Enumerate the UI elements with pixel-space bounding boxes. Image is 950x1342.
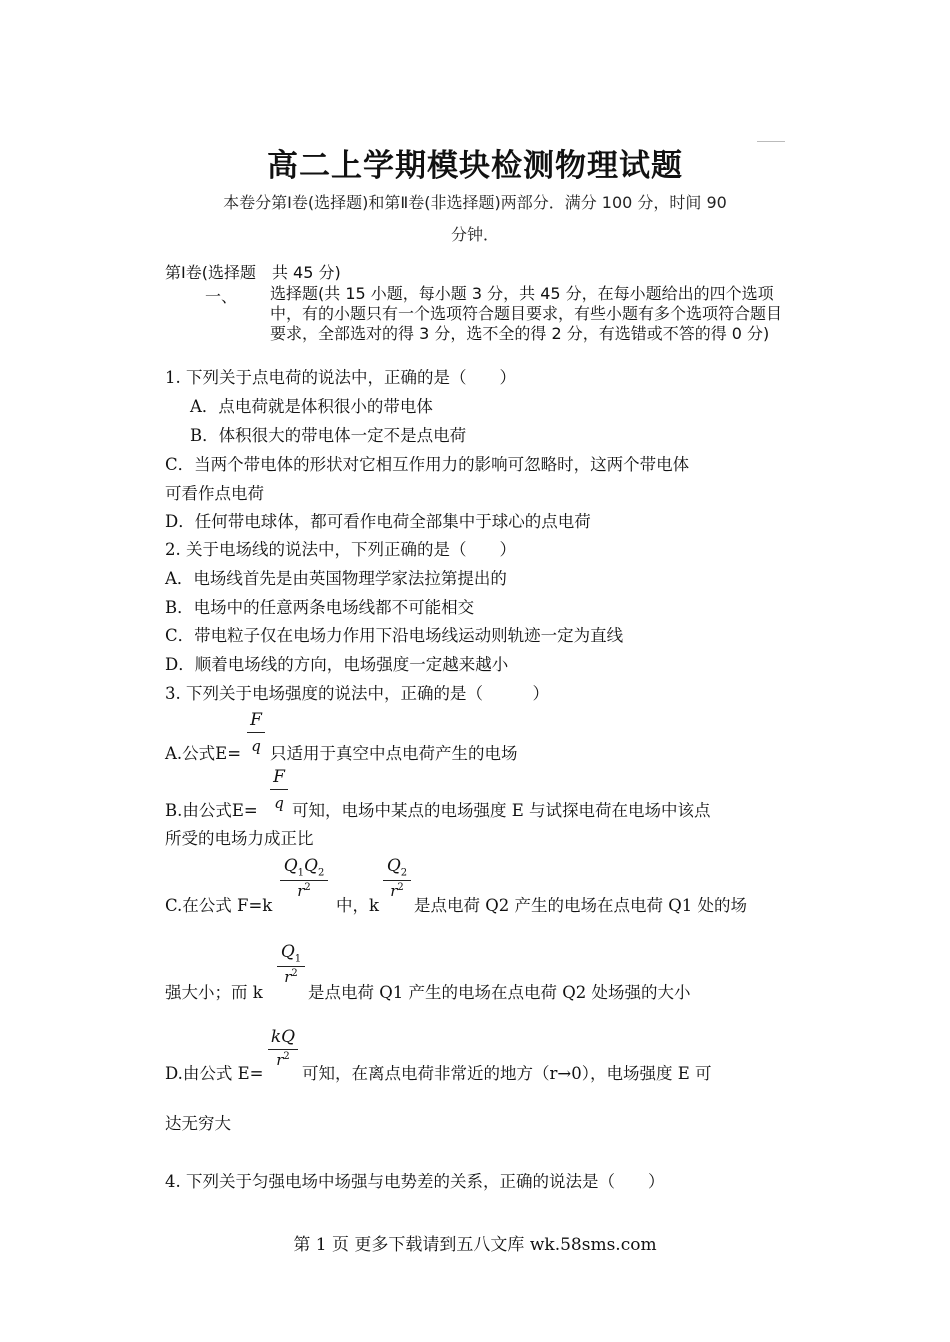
q3-option-c-mid: 中，k	[336, 896, 379, 915]
q3b-denominator: q	[274, 794, 284, 812]
q3c-fraction-q2	[383, 856, 411, 900]
subtitle-line-2: 分钟．	[450, 225, 499, 244]
q3b-numerator: F	[273, 767, 285, 787]
q3c3-fraction-bar	[277, 966, 305, 967]
q3-option-c-text: 是点电荷 Q2 产生的电场在点电荷 Q1 处的场	[414, 896, 748, 915]
q2-option-a: A．电场线首先是由英国物理学家法拉第提出的	[165, 569, 507, 588]
q3-option-b-prefix: B.由公式E=	[165, 801, 258, 820]
page-footer: 第 1 页 更多下载请到五八文库 wk.58sms.com	[293, 1235, 657, 1255]
q4-stem: 4. 下列关于匀强电场中场强与电势差的关系，正确的说法是（ ）	[165, 1172, 665, 1191]
q1-option-a: A．点电荷就是体积很小的带电体	[190, 397, 433, 416]
q3-option-d-prefix: D.由公式 E=	[165, 1064, 264, 1083]
q3c-fraction-q1	[277, 942, 305, 986]
q3-option-b-cont: 所受的电场力成正比	[165, 829, 314, 848]
q3c2-denominator: $r^2$	[390, 882, 404, 901]
q2-option-d: D．顺着电场线的方向，电场强度一定越来越小	[165, 655, 509, 674]
q3c3-numerator: $Q_1$	[280, 942, 302, 965]
q3-option-c-prefix: C.在公式 F=k	[165, 896, 273, 915]
page-title: 高二上学期模块检测物理试题	[267, 148, 683, 184]
q1-stem: 1. 下列关于点电荷的说法中，正确的是（ ）	[165, 368, 516, 387]
q3-option-c-cont-prefix: 强大小；而 k	[165, 983, 263, 1002]
q3-option-a-prefix: A.公式E=	[165, 744, 242, 763]
q3d-denominator: $r^2$	[276, 1051, 290, 1069]
q2-stem: 2. 关于电场线的说法中，下列正确的是（ ）	[165, 540, 516, 559]
q3a-denominator: q	[251, 737, 261, 755]
q3-option-d-text: 可知，在离点电荷非常近的地方（r→0），电场强度 E 可	[302, 1064, 712, 1083]
q3c-numerator: $Q_1Q_2$	[283, 856, 325, 879]
q3d-fraction-bar	[268, 1049, 298, 1050]
q3-option-b-text: 可知，电场中某点的电场强度 E 与试探电荷在电场中该点	[292, 801, 711, 820]
q1-option-d: D．任何带电球体，都可看作电荷全部集中于球心的点电荷	[165, 512, 591, 531]
q2-option-c: C．带电粒子仅在电场力作用下沿电场线运动则轨迹一定为直线	[165, 626, 624, 645]
q3-option-c-cont: 是点电荷 Q1 产生的电场在点电荷 Q2 处场强的大小	[308, 983, 691, 1002]
q1-option-c-cont: 可看作点电荷	[165, 484, 264, 503]
q3a-fraction-bar	[247, 732, 265, 733]
part-label: 一、	[205, 287, 238, 306]
q3-option-a-text: 只适用于真空中点电荷产生的电场	[270, 744, 518, 763]
q3d-numerator: kQ	[270, 1027, 296, 1047]
part-instructions: 选择题(共 15 小题，每小题 3 分，共 45 分，在每小题给出的四个选项中，有的小题只有一个选项符合题目要求，有些小题有多个选项符合题目要求，全部选对的得 3 分，选不全的得 2 分，有选错或不答的得 0 分)	[270, 284, 783, 343]
q3a-fraction	[247, 710, 265, 734]
section-heading: 第Ⅰ卷(选择题 共 45 分)	[165, 263, 341, 282]
q3c2-fraction-bar	[383, 880, 411, 881]
q1-option-c: C．当两个带电体的形状对它相互作用力的影响可忽略时，这两个带电体	[165, 455, 690, 474]
q3c-fraction-bar	[280, 880, 328, 881]
q3c3-denominator: $r^2$	[284, 968, 298, 987]
q3c-fraction-q1q2	[280, 856, 328, 900]
q3c2-numerator: $Q_2$	[386, 856, 408, 879]
q3-option-d-cont: 达无穷大	[165, 1114, 231, 1133]
subtitle-line-1: 本卷分第Ⅰ卷(选择题)和第Ⅱ卷(非选择题)两部分．满分 100 分，时间 90	[223, 193, 727, 212]
q3b-fraction	[270, 767, 288, 791]
q3-stem: 3. 下列关于电场强度的说法中，正确的是（ ）	[165, 684, 549, 703]
q3d-fraction	[268, 1027, 298, 1069]
q2-option-b: B．电场中的任意两条电场线都不可能相交	[165, 598, 475, 617]
q3a-denominator-wrap	[251, 737, 261, 755]
q1-option-b: B．体积很大的带电体一定不是点电荷	[190, 426, 467, 445]
q3b-denominator-wrap	[274, 794, 284, 812]
q3c-denominator: $r^2$	[297, 882, 311, 901]
q3a-numerator: F	[250, 710, 262, 730]
q3b-fraction-bar	[270, 789, 288, 790]
